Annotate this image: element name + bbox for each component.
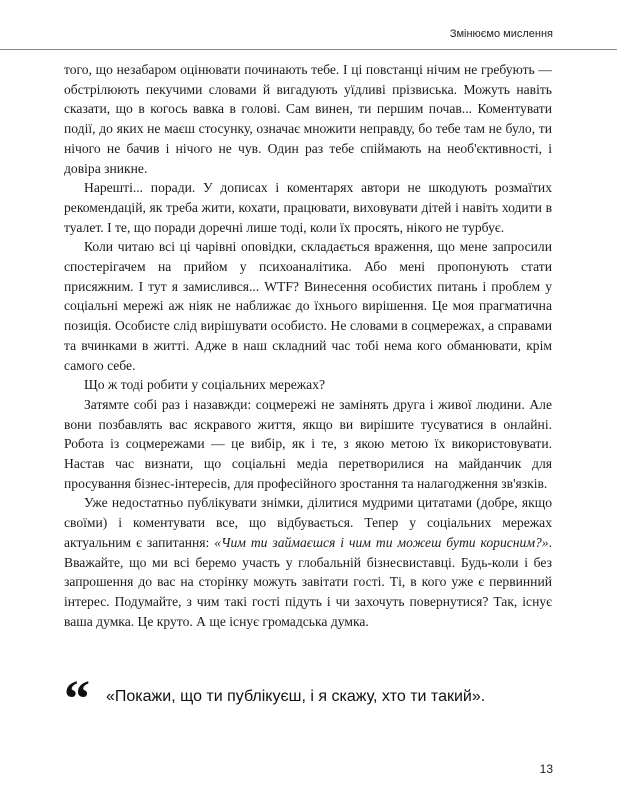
paragraph-6-italic-question: «Чим ти займаєшся і чим ти можеш бути корисним?» bbox=[214, 534, 549, 550]
pull-quote-text: «Покажи, що ти публікуєш, і я скажу, хто ти такий». bbox=[106, 688, 486, 705]
paragraph-6-lead: Уже недостатньо публікувати знімки, ділитися мудрими цитатами (добре, якщо своїми) і коментувати все, що відбувається. Тепер у соціальних мережах актуальним є запитання: bbox=[64, 495, 552, 550]
quote-mark-icon: “ bbox=[64, 671, 90, 728]
paragraph-4: Що ж тоді робити у соціальних мережах? bbox=[84, 377, 326, 393]
body-text bbox=[64, 60, 552, 631]
paragraph-1: того, що незабаром оцінювати починають тебе. І ці повстанці нічим не гребують — обстрілюють пекучими словами й вигадують уїдливі прізвиська. Можуть навіть сказати, що в когось вавка в голові. Сам винен, ти першим почав... Коментувати події, до яких не маєш стосунку, означає множити неправду, бо тебе там не було, ти нічого не бачив і нічого не чув. Один раз тебе спіймають на необ'єктивності, і довіра зникне. bbox=[64, 62, 552, 176]
paragraph-3: Коли читаю всі ці чарівні оповідки, складається враження, що мене запросили спостерігачем на прийом у психоаналітика. Або мені пропонують стати присяжним. І тут я замислився... WTF? Винесення особистих питань і проблем у соціальні мережі аж ніяк не наближає до їхнього вирішення. Це моя прагматична позиція. Особисте слід вирішувати особисто. Не словами в соцмережах, а справами та вчинками в житті. Адже в наш складний час тобі нема кого обманювати, крім самого себе. bbox=[64, 239, 552, 373]
header-divider bbox=[0, 49, 617, 50]
pull-quote bbox=[64, 671, 564, 728]
paragraph-6 bbox=[64, 493, 552, 631]
paragraph-5: Затямте собі раз і назавжди: соцмережі не замінять друга і живої людини. Але вони позбавлять вас яскравого життя, якщо ви вирішите тусуватися в онлайні. Робота із соцмережами — це вибір, як і те, з якою метою їх використовувати. Настав час визнати, що соціальні медіа перетворилися на майданчик для просування бізнес-інтересів, для професійного зростання та налагодження зв'язків. bbox=[64, 396, 552, 491]
running-header-title: Змінюємо мислення bbox=[449, 28, 553, 40]
paragraph-2: Нарешті... поради. У дописах і коментарях автори не шкодують розмаїтих рекомендацій, як треба жити, кохати, працювати, виховувати дітей і навіть ходити в туалет. І те, що поради доречні лише тоді, коли їх просять, нікого не турбує. bbox=[64, 180, 552, 235]
paragraph-6-tail: . Вважайте, що ми всі беремо участь у глобальній бізнесвиставці. Будь-коли і без запрошення до вас на сторінку можуть завітати гості. Ті, в кого уже є первинний інтерес. Подумайте, з чим такі гості підуть і чи захочуть повернутися? Так, існує ваша думка. Це круто. А ще існує громадська думка. bbox=[64, 534, 552, 629]
page-number: 13 bbox=[539, 762, 553, 776]
